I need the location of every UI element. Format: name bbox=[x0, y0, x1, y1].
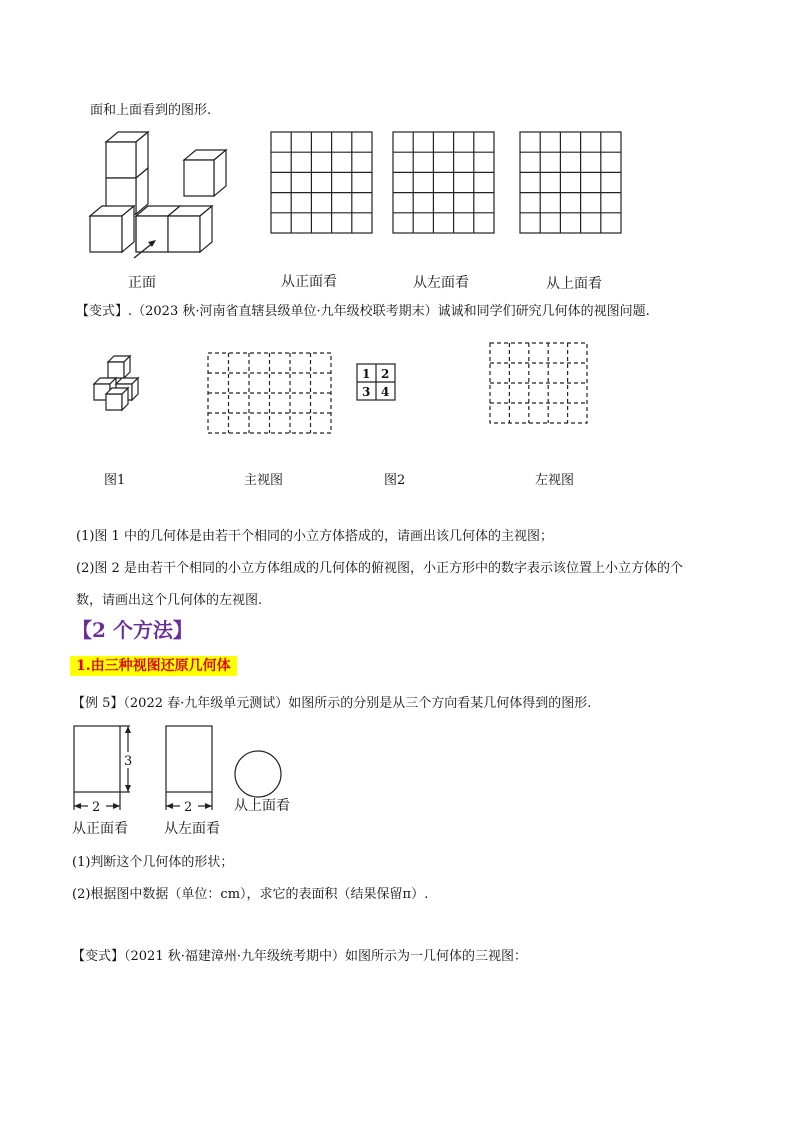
top-view-number-3: 3 bbox=[362, 385, 371, 399]
grid-top-view bbox=[520, 132, 622, 234]
variant1-question-1: (1)图 1 中的几何体是由若干个相同的小立方体搭成的，请画出该几何体的主视图； bbox=[76, 529, 553, 544]
dashed-grid-left-view bbox=[490, 343, 588, 425]
caption-left-view: 从左面看 bbox=[413, 275, 469, 291]
caption-fig2: 图2 bbox=[384, 473, 406, 488]
caption-main-view: 主视图 bbox=[244, 473, 284, 488]
dashed-grid-main-view bbox=[208, 353, 332, 435]
caption-front-view-3: 从正面看 bbox=[72, 821, 128, 837]
cube-figure-1 bbox=[86, 130, 236, 260]
example5-text: 【例 5】（2022 春·九年级单元测试）如图所示的分别是从三个方向看某几何体得到的图形. bbox=[72, 696, 592, 711]
dim-width-left-label: 2 bbox=[184, 800, 193, 815]
top-view-figure-2 bbox=[357, 364, 397, 402]
example5-question-1: (1)判断这个几何体的形状； bbox=[72, 855, 234, 870]
caption-front-view: 从正面看 bbox=[281, 274, 337, 290]
dim-width-front-label: 2 bbox=[92, 800, 101, 815]
top-view-number-1: 1 bbox=[362, 367, 371, 381]
cube-figure-2 bbox=[86, 352, 156, 412]
grid-left-view bbox=[393, 132, 495, 234]
method1-highlight: 1.由三种视图还原几何体 bbox=[70, 656, 237, 676]
variant1-question-2-line1: (2)图 2 是由若干个相同的小立方体组成的几何体的俯视图，小正方形中的数字表示该位置上小立方体的个 bbox=[76, 561, 683, 576]
example5-question-2: (2)根据图中数据（单位：cm），求它的表面积（结果保留π）. bbox=[72, 887, 429, 902]
top-view-number-4: 4 bbox=[381, 385, 390, 399]
top-view-number-2: 2 bbox=[381, 367, 390, 381]
caption-fig1: 图1 bbox=[104, 473, 126, 488]
caption-top-view-3: 从上面看 bbox=[234, 798, 290, 814]
grid-front-view bbox=[271, 132, 373, 234]
dim-height-label: 3 bbox=[124, 754, 133, 769]
variant2-text: 【变式】（2021 秋·福建漳州·九年级统考期中）如图所示为一几何体的三视图： bbox=[72, 949, 527, 964]
intro-text: 面和上面看到的图形. bbox=[90, 103, 212, 118]
variant1-question-2-line2: 数，请画出这个几何体的左视图. bbox=[76, 593, 263, 608]
caption-left-view-3: 从左面看 bbox=[164, 821, 220, 837]
caption-left-view-2: 左视图 bbox=[535, 473, 575, 488]
variant1-text: 【变式】.（2023 秋·河南省直辖县级单位·九年级校联考期末）诚诚和同学们研究几何体的视图问题. bbox=[76, 304, 650, 319]
caption-top-view: 从上面看 bbox=[546, 276, 602, 292]
section-heading: 【2 个方法】 bbox=[72, 618, 193, 642]
front-label: 正面 bbox=[128, 275, 156, 291]
